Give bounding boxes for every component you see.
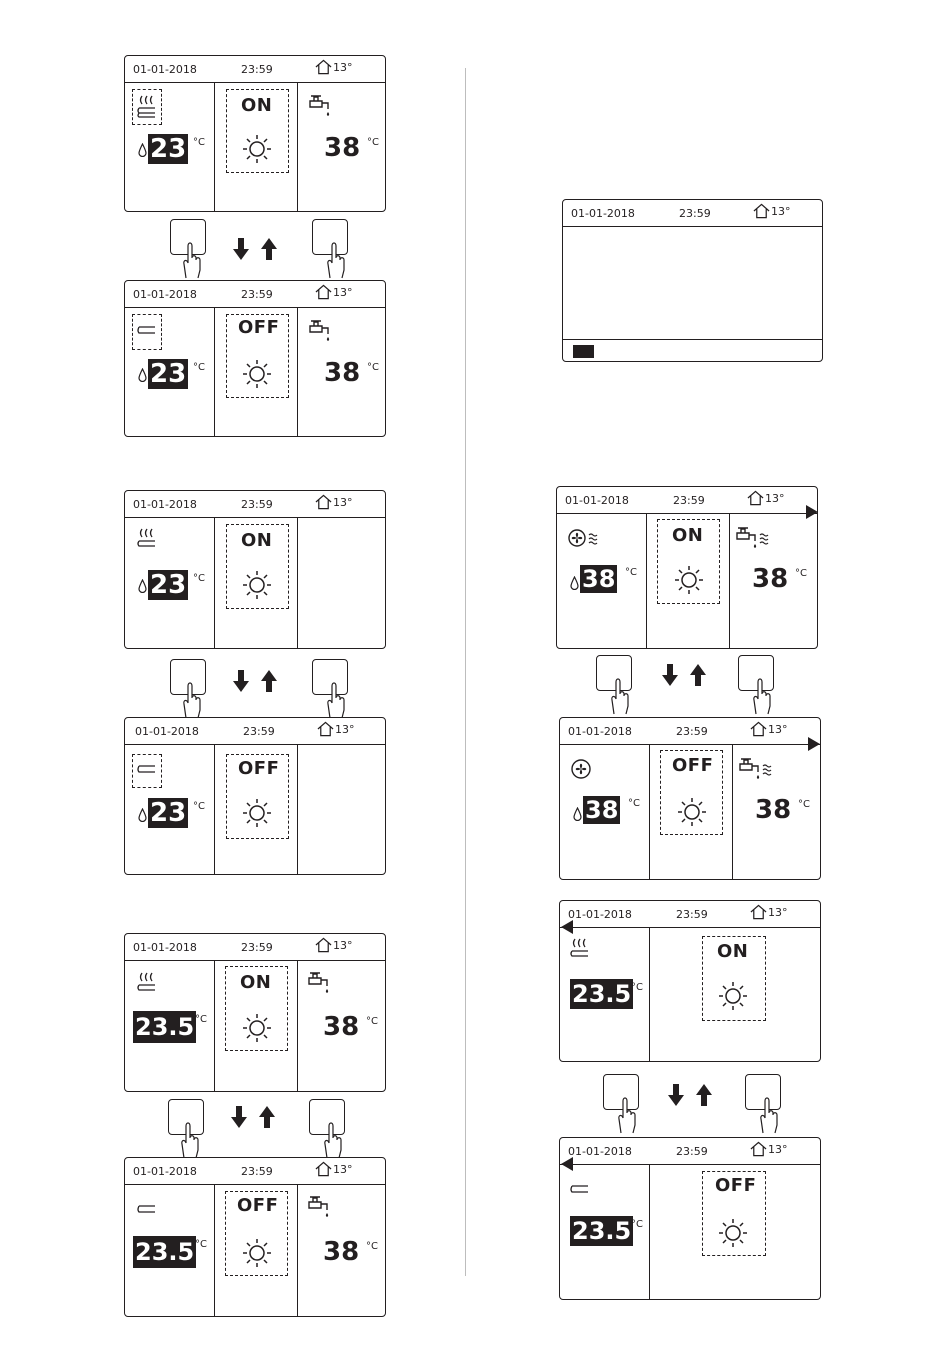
sun-icon bbox=[242, 134, 272, 164]
date: 01-01-2018 bbox=[568, 725, 632, 738]
outdoor-temp: 13° bbox=[315, 59, 353, 75]
home-icon bbox=[315, 937, 332, 953]
unit-label: °C bbox=[366, 1241, 378, 1252]
outdoor-temp: 13° bbox=[753, 203, 791, 219]
off-label: OFF bbox=[238, 758, 280, 779]
floor-heating-icon bbox=[570, 937, 590, 961]
column-divider bbox=[465, 68, 466, 1276]
unit-label: °C bbox=[798, 799, 810, 810]
finger-press-icon bbox=[180, 680, 206, 720]
floor-heating-icon bbox=[137, 94, 157, 118]
tap-icon bbox=[308, 318, 332, 344]
water-temp-value[interactable]: 23 bbox=[150, 134, 187, 164]
outdoor-temp: 13° bbox=[317, 721, 355, 737]
time: 23:59 bbox=[241, 63, 273, 76]
finger-press-icon bbox=[180, 240, 206, 280]
floor-heating-icon bbox=[137, 527, 157, 551]
on-label: ON bbox=[241, 95, 273, 116]
screen-l4 bbox=[124, 717, 386, 875]
room-temp-value[interactable]: 23.5 bbox=[572, 1217, 632, 1245]
date: 01-01-2018 bbox=[568, 1145, 632, 1158]
sun-icon bbox=[677, 797, 707, 827]
dhw-temp-value[interactable]: 38 bbox=[323, 1012, 360, 1042]
screen-l2 bbox=[124, 280, 386, 437]
tap-icon bbox=[307, 970, 331, 996]
sun-icon bbox=[242, 1013, 272, 1043]
home-icon bbox=[315, 494, 332, 510]
time: 23:59 bbox=[241, 941, 273, 954]
status-bar bbox=[125, 1158, 385, 1185]
off-label: OFF bbox=[238, 317, 280, 338]
sun-icon bbox=[242, 570, 272, 600]
water-temp-value[interactable]: 23 bbox=[150, 570, 187, 600]
date: 01-01-2018 bbox=[135, 725, 199, 738]
unit-label: °C bbox=[367, 137, 379, 148]
time: 23:59 bbox=[241, 1165, 273, 1178]
status-bar bbox=[125, 281, 385, 308]
time: 23:59 bbox=[673, 494, 705, 507]
unit-label: °C bbox=[628, 798, 640, 809]
water-temp-value[interactable]: 23 bbox=[150, 359, 187, 389]
unit-label: °C bbox=[631, 982, 643, 993]
screen-r3 bbox=[559, 717, 821, 880]
unit-label: °C bbox=[366, 1016, 378, 1027]
room-temp-value[interactable]: 23.5 bbox=[572, 980, 632, 1008]
off-label: OFF bbox=[237, 1195, 279, 1216]
water-drop-icon bbox=[138, 143, 147, 157]
water-drop-icon bbox=[138, 368, 147, 382]
screen-r2 bbox=[556, 486, 818, 649]
finger-press-icon bbox=[324, 240, 350, 280]
room-temp-value[interactable]: 23.5 bbox=[135, 1013, 195, 1041]
finger-press-icon bbox=[321, 1120, 347, 1160]
water-drop-icon bbox=[138, 808, 147, 822]
sun-icon bbox=[718, 981, 748, 1011]
time: 23:59 bbox=[676, 908, 708, 921]
room-temp-value[interactable]: 23.5 bbox=[135, 1238, 195, 1266]
finger-press-icon bbox=[608, 676, 634, 716]
up-down-arrows-icon bbox=[667, 1082, 713, 1108]
home-icon bbox=[317, 721, 334, 737]
screen-r1 bbox=[562, 199, 823, 362]
dhw-temp-value[interactable]: 38 bbox=[324, 133, 361, 163]
screen-r4 bbox=[559, 900, 821, 1062]
page-left-arrow-icon[interactable] bbox=[561, 1157, 573, 1171]
fan-coil-icon bbox=[570, 758, 592, 780]
on-label: ON bbox=[241, 530, 273, 551]
sun-icon bbox=[242, 359, 272, 389]
date: 01-01-2018 bbox=[133, 1165, 197, 1178]
water-drop-icon bbox=[570, 576, 579, 590]
status-bar bbox=[125, 56, 385, 83]
on-label: ON bbox=[672, 525, 704, 546]
time: 23:59 bbox=[676, 1145, 708, 1158]
unit-label: °C bbox=[195, 1014, 207, 1025]
floor-pipe-icon bbox=[137, 323, 157, 339]
sun-icon bbox=[242, 1238, 272, 1268]
floor-pipe-icon bbox=[137, 1202, 157, 1218]
finger-press-icon bbox=[324, 680, 350, 720]
status-bar bbox=[125, 491, 385, 518]
unit-label: °C bbox=[631, 1219, 643, 1230]
status-bar bbox=[560, 1138, 820, 1165]
date: 01-01-2018 bbox=[133, 498, 197, 511]
tap-icon bbox=[308, 93, 332, 119]
status-bar bbox=[563, 200, 822, 227]
on-label: ON bbox=[717, 941, 749, 962]
status-bar bbox=[557, 487, 817, 514]
unit-label: °C bbox=[193, 137, 205, 148]
unit-label: °C bbox=[193, 362, 205, 373]
date: 01-01-2018 bbox=[568, 908, 632, 921]
date: 01-01-2018 bbox=[133, 941, 197, 954]
time: 23:59 bbox=[679, 207, 711, 220]
outdoor-temp: 13° bbox=[750, 721, 788, 737]
unit-label: °C bbox=[795, 568, 807, 579]
floor-pipe-icon bbox=[570, 1182, 590, 1198]
outdoor-temp: 13° bbox=[315, 937, 353, 953]
time: 23:59 bbox=[241, 288, 273, 301]
home-icon bbox=[750, 721, 767, 737]
screen-r5 bbox=[559, 1137, 821, 1300]
unlock-indicator[interactable] bbox=[573, 345, 594, 358]
unit-label: °C bbox=[625, 567, 637, 578]
sun-icon bbox=[674, 565, 704, 595]
dhw-temp-value[interactable]: 38 bbox=[752, 564, 789, 594]
screen-l1 bbox=[124, 55, 386, 212]
up-down-arrows-icon bbox=[661, 662, 707, 688]
sun-icon bbox=[242, 798, 272, 828]
home-icon bbox=[315, 1161, 332, 1177]
water-drop-icon bbox=[138, 579, 147, 593]
time: 23:59 bbox=[676, 725, 708, 738]
time: 23:59 bbox=[243, 725, 275, 738]
screen-l3 bbox=[124, 490, 386, 649]
outdoor-temp: 13° bbox=[750, 1141, 788, 1157]
finger-press-icon bbox=[757, 1095, 783, 1135]
off-label: OFF bbox=[672, 755, 714, 776]
home-icon bbox=[315, 59, 332, 75]
status-bar bbox=[125, 718, 385, 745]
floor-heating-icon bbox=[137, 971, 157, 995]
home-icon bbox=[315, 284, 332, 300]
up-down-arrows-icon bbox=[232, 236, 278, 262]
home-icon bbox=[747, 490, 764, 506]
home-icon bbox=[750, 1141, 767, 1157]
water-temp-value[interactable]: 38 bbox=[585, 796, 619, 824]
screen-l6 bbox=[124, 1157, 386, 1317]
up-down-arrows-icon bbox=[230, 1104, 276, 1130]
tap-heat-icon bbox=[735, 525, 771, 551]
finger-press-icon bbox=[615, 1095, 641, 1135]
home-icon bbox=[750, 904, 767, 920]
screen-l5 bbox=[124, 933, 386, 1092]
floor-pipe-icon bbox=[137, 762, 157, 778]
outdoor-temp: 13° bbox=[315, 494, 353, 510]
tap-icon bbox=[307, 1194, 331, 1220]
dhw-temp-value[interactable]: 38 bbox=[755, 795, 792, 825]
dhw-temp-value[interactable]: 38 bbox=[324, 358, 361, 388]
fan-coil-icon bbox=[567, 527, 599, 549]
time: 23:59 bbox=[241, 498, 273, 511]
home-icon bbox=[753, 203, 770, 219]
outdoor-temp: 13° bbox=[747, 490, 785, 506]
on-label: ON bbox=[240, 972, 272, 993]
unit-label: °C bbox=[195, 1239, 207, 1250]
date: 01-01-2018 bbox=[133, 288, 197, 301]
date: 01-01-2018 bbox=[571, 207, 635, 220]
outdoor-temp: 13° bbox=[315, 284, 353, 300]
water-temp-value[interactable]: 23 bbox=[150, 798, 187, 828]
off-label: OFF bbox=[715, 1175, 757, 1196]
finger-press-icon bbox=[750, 676, 776, 716]
water-temp-value[interactable]: 38 bbox=[582, 565, 616, 593]
unit-label: °C bbox=[367, 362, 379, 373]
page-right-arrow-icon[interactable] bbox=[806, 505, 818, 519]
date: 01-01-2018 bbox=[565, 494, 629, 507]
sun-icon bbox=[718, 1218, 748, 1248]
finger-press-icon bbox=[178, 1120, 204, 1160]
page-left-arrow-icon[interactable] bbox=[561, 920, 573, 934]
date: 01-01-2018 bbox=[133, 63, 197, 76]
unit-label: °C bbox=[193, 801, 205, 812]
up-down-arrows-icon bbox=[232, 668, 278, 694]
unit-label: °C bbox=[193, 573, 205, 584]
outdoor-temp: 13° bbox=[750, 904, 788, 920]
tap-heat-icon bbox=[738, 756, 774, 782]
page-right-arrow-icon[interactable] bbox=[808, 737, 820, 751]
status-bar bbox=[560, 718, 820, 745]
status-bar bbox=[560, 901, 820, 928]
dhw-temp-value[interactable]: 38 bbox=[323, 1237, 360, 1267]
water-drop-icon bbox=[573, 807, 582, 821]
outdoor-temp: 13° bbox=[315, 1161, 353, 1177]
status-bar bbox=[125, 934, 385, 961]
